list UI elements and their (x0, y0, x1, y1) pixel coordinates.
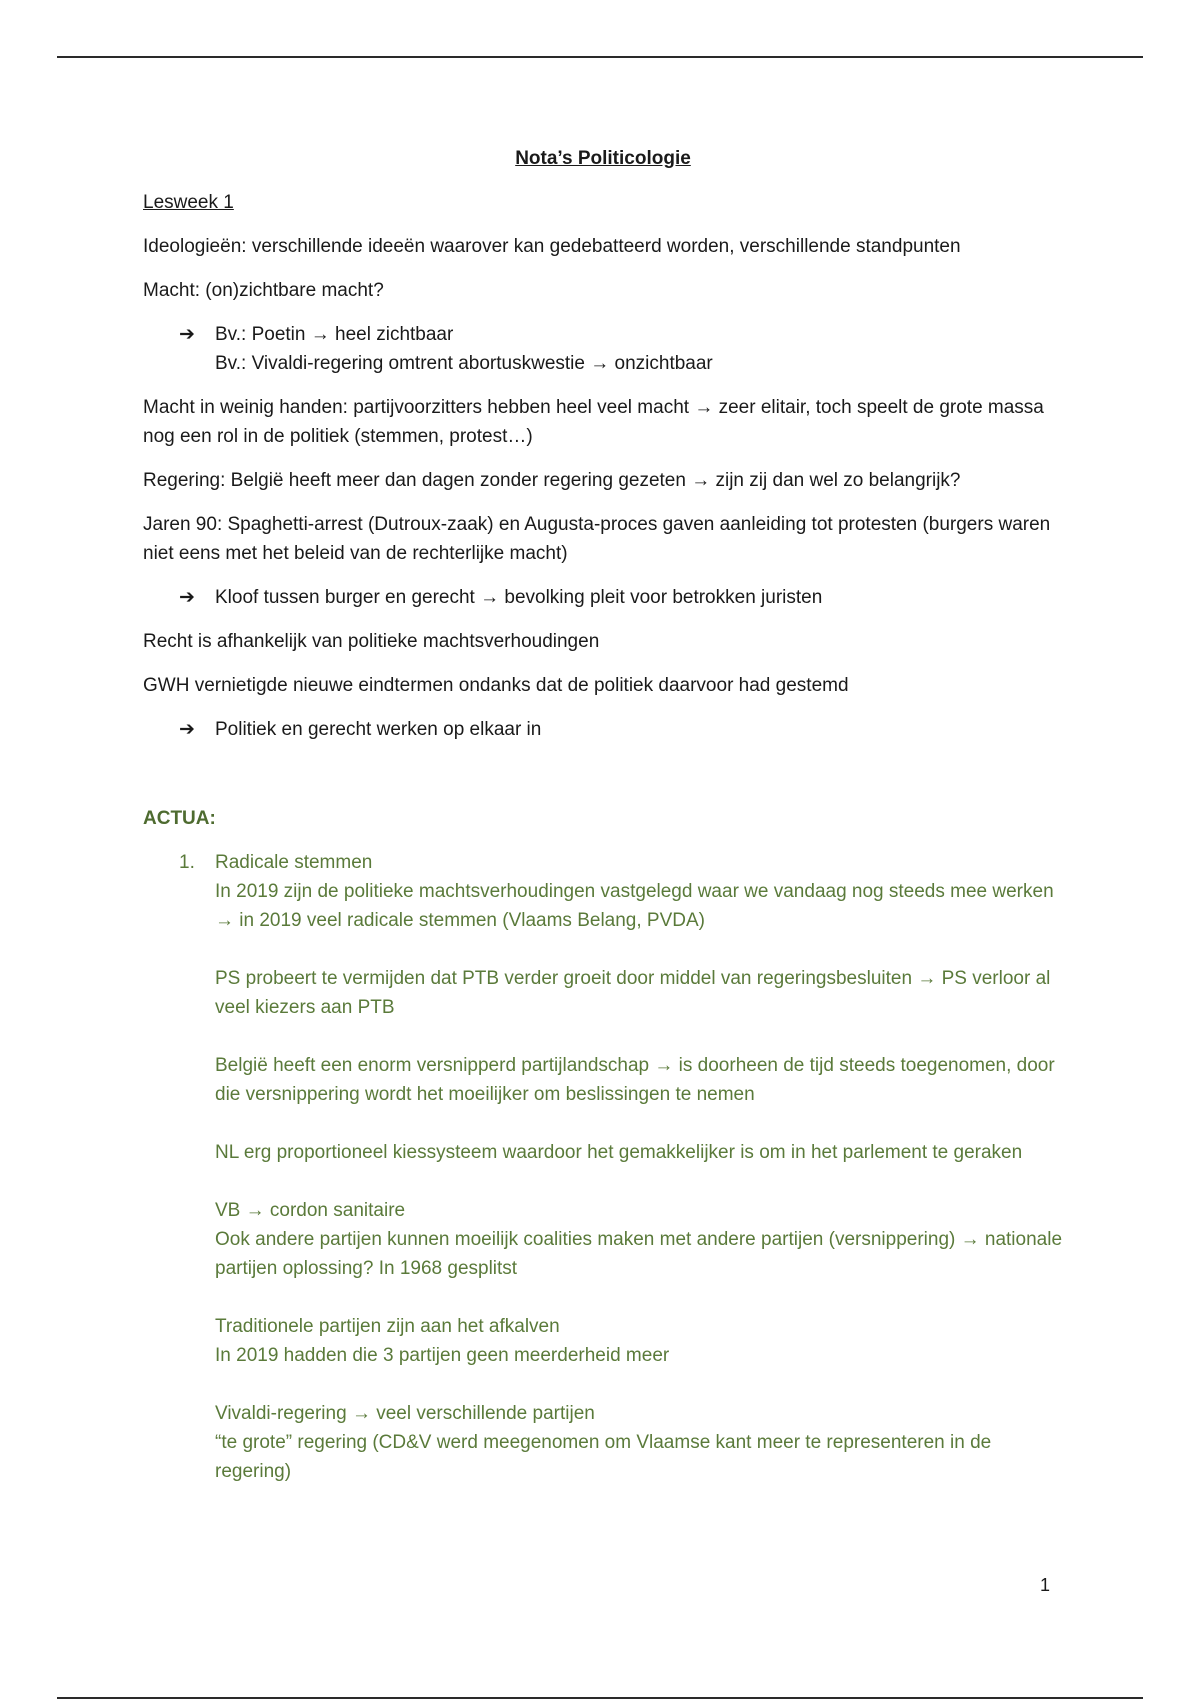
paragraph-macht: Macht: (on)zichtbare macht? (143, 280, 384, 301)
actua-list-item (143, 848, 1063, 1486)
actua-text: In 2019 hadden die 3 partijen geen meerderheid meer (215, 1345, 670, 1366)
actua-text: PS probeert te vermijden dat PTB verder groeit door middel van regeringsbesluiten → PS verloor al veel kiezers aan PTB (215, 968, 1051, 1018)
paragraph-macht-weinig: Macht in weinig handen: partijvoorzitters hebben heel veel macht → zeer elitair, toch speelt de grote massa nog een rol in de politiek (stemmen, protest…) (143, 397, 1044, 447)
page-number: 1 (1040, 1575, 1051, 1595)
footer-rule (57, 1697, 1143, 1699)
actua-text: NL erg proportioneel kiessysteem waardoor het gemakkelijker is om in het parlement te geraken (215, 1142, 1023, 1163)
actua-text: VB → cordon sanitaire (215, 1200, 406, 1221)
paragraph-recht: Recht is afhankelijk van politieke machtsverhoudingen (143, 631, 600, 652)
actua-item-title: Radicale stemmen (215, 852, 373, 873)
document-page (143, 144, 1063, 1486)
paragraph-gwh: GWH vernietigde nieuwe eindtermen ondanks dat de politiek daarvoor had gestemd (143, 675, 849, 696)
actua-text: Vivaldi-regering → veel verschillende partijen (215, 1403, 595, 1424)
actua-text: “te grote” regering (CD&V werd meegenomen om Vlaamse kant meer te representeren in de regering) (215, 1432, 992, 1482)
actua-block-1 (215, 848, 1063, 935)
paragraph-jaren90: Jaren 90: Spaghetti-arrest (Dutroux-zaak) en Augusta-proces gaven aanleiding tot protesten (burgers waren niet eens met het beleid van de rechterlijke macht) (143, 514, 1051, 564)
bullet-line: Bv.: Poetin → heel zichtbaar (215, 324, 454, 345)
actua-block-6 (215, 1312, 1063, 1370)
paragraph-regering: Regering: België heeft meer dan dagen zonder regering gezeten → zijn zij dan wel zo belangrijk? (143, 470, 961, 491)
header-rule (57, 56, 1143, 58)
document-title: Nota’s Politicologie (515, 148, 691, 169)
arrow-bullet-icon: ➔ (179, 719, 195, 740)
actua-text: Ook andere partijen kunnen moeilijk coalities maken met andere partijen (versnippering) → nationale partijen oplossing? In 1968 gesplitst (215, 1229, 1063, 1279)
arrow-bullet-icon: ➔ (179, 587, 195, 608)
actua-text: België heeft een enorm versnipperd partijlandschap → is doorheen de tijd steeds toegenomen, door die versnippering wordt het moeilijker om beslissingen te nemen (215, 1055, 1055, 1105)
bullet-line: Politiek en gerecht werken op elkaar in (215, 719, 542, 740)
week-heading: Lesweek 1 (143, 192, 234, 213)
actua-text: In 2019 zijn de politieke machtsverhoudingen vastgelegd waar we vandaag nog steeds mee werken → in 2019 veel radicale stemmen (Vlaams Belang, PVDA) (215, 881, 1054, 931)
bullet-line: Kloof tussen burger en gerecht → bevolking pleit voor betrokken juristen (215, 587, 823, 608)
list-number: 1. (179, 852, 195, 873)
bullet-line: Bv.: Vivaldi-regering omtrent abortuskwestie → onzichtbaar (215, 353, 713, 374)
actua-heading: ACTUA: (143, 808, 216, 829)
actua-text: Traditionele partijen zijn aan het afkalven (215, 1316, 560, 1337)
bullet-politiek-gerecht (143, 715, 1063, 744)
paragraph-ideologieen: Ideologieën: verschillende ideeën waarover kan gedebatteerd worden, verschillende standpunten (143, 236, 961, 257)
actua-block-5 (215, 1196, 1063, 1283)
bullet-macht-examples (143, 320, 1063, 378)
actua-block-7 (215, 1399, 1063, 1486)
bullet-kloof (143, 583, 1063, 612)
arrow-bullet-icon: ➔ (179, 324, 195, 345)
